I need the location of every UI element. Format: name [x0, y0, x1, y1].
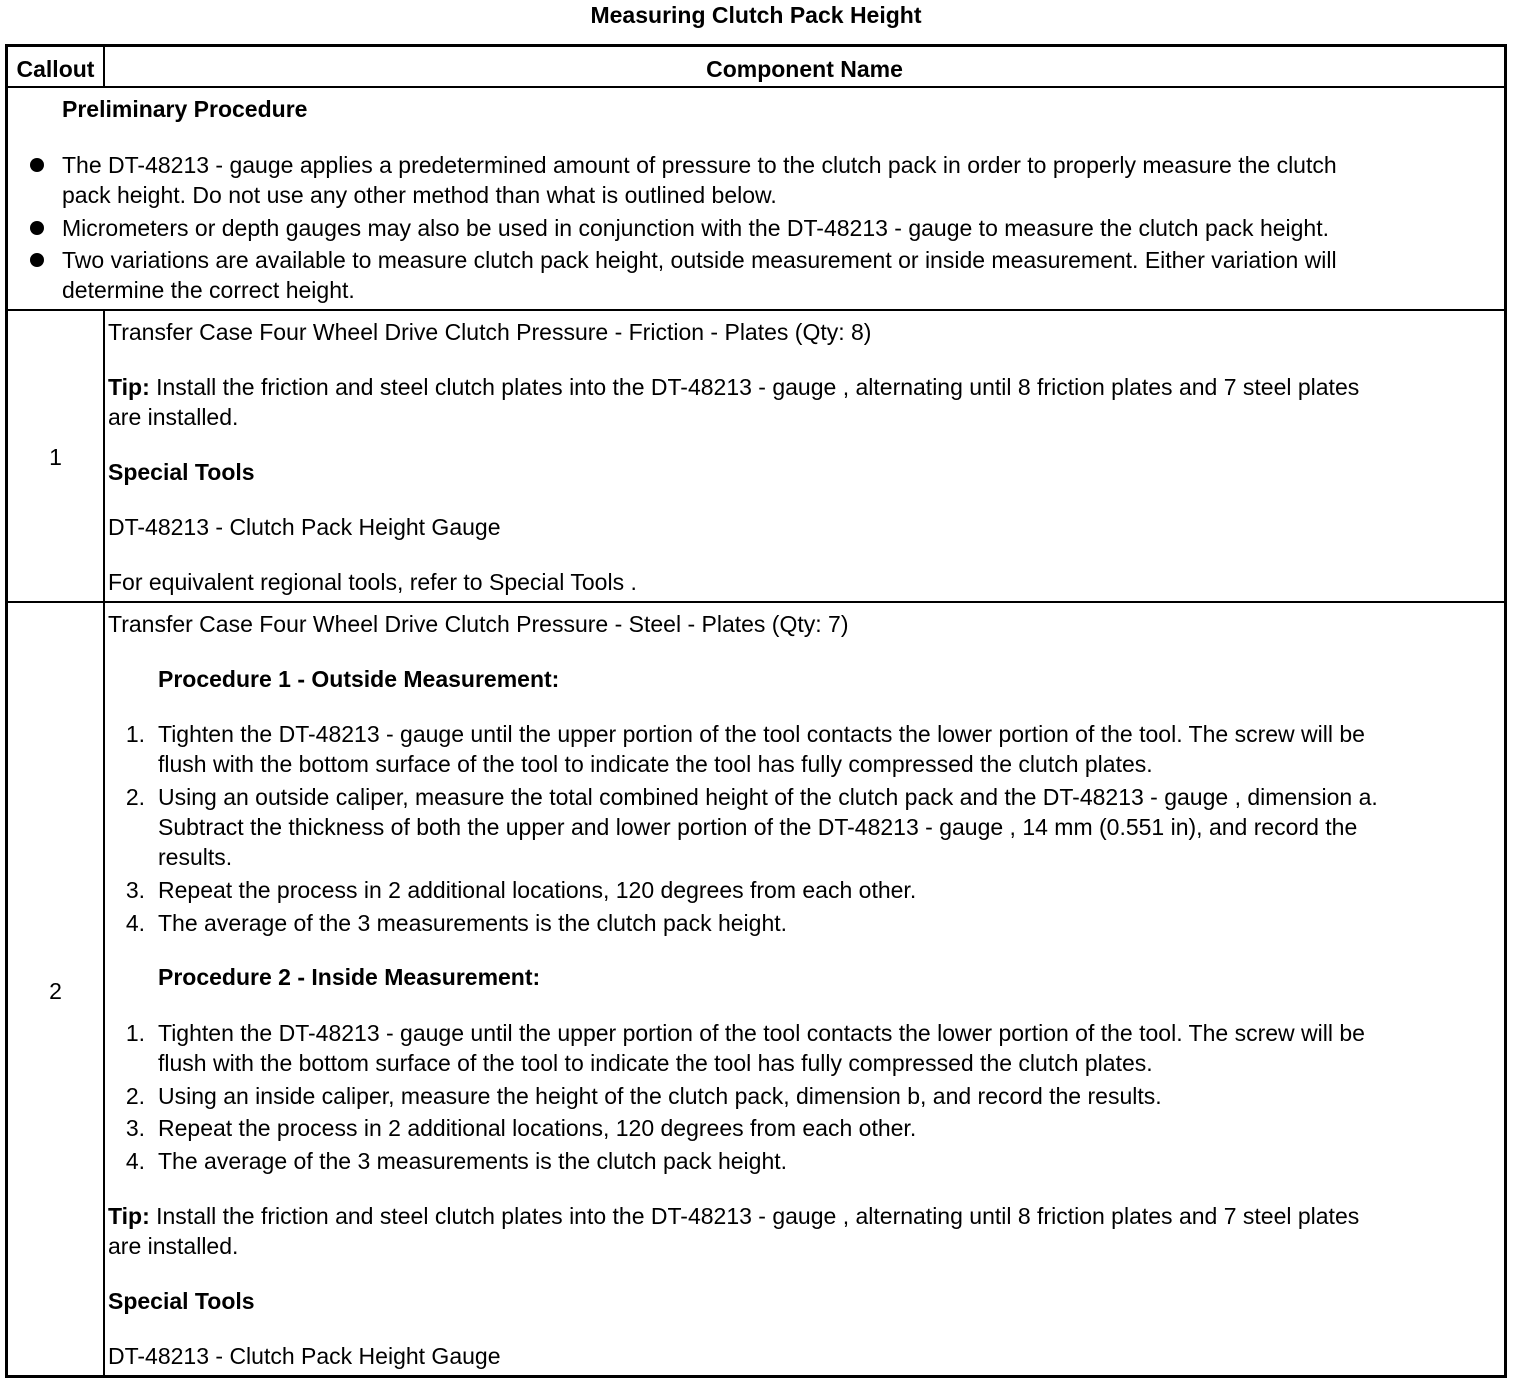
procedure-1-heading: Procedure 1 - Outside Measurement: [158, 666, 560, 692]
header-rule [8, 86, 1504, 88]
proc2-step3-line1: Repeat the process in 2 additional locations, 120 degrees from each other. [158, 1115, 917, 1141]
procedure-2-heading: Procedure 2 - Inside Measurement: [158, 964, 541, 990]
tip-text: Install the friction and steel clutch plates into the DT-48213 - gauge , alternating until 8 friction plates and 7 steel plates [149, 374, 1360, 400]
row2-tip-line-2: are installed. [108, 1233, 239, 1259]
callout-1: 1 [49, 444, 62, 470]
proc2-step4-line1: The average of the 3 measurements is the clutch pack height. [158, 1148, 788, 1174]
bullet-1-line-1: The DT-48213 - gauge applies a predetermined amount of pressure to the clutch pack in order to properly measure the clutch [62, 152, 1337, 178]
row2-tip-line-1 [108, 1201, 1359, 1231]
preliminary-heading: Preliminary Procedure [62, 96, 308, 122]
row-rule-1 [8, 309, 1504, 311]
row1-tip-line-2: are installed. [108, 404, 239, 430]
step-number: 4. [125, 910, 145, 936]
row2-special-tools-heading: Special Tools [108, 1288, 255, 1314]
bullet-icon [30, 253, 44, 267]
proc1-step3-line1: Repeat the process in 2 additional locations, 120 degrees from each other. [158, 877, 917, 903]
bullet-icon [30, 221, 44, 235]
step-number: 2. [125, 1083, 145, 1109]
tip-label: Tip: [108, 1203, 150, 1229]
proc2-step1-line2: flush with the bottom surface of the tool to indicate the tool has fully compressed the clutch plates. [158, 1050, 1153, 1076]
row-rule-2 [8, 601, 1504, 603]
row1-tip-line-1 [108, 372, 1359, 402]
procedure-table [5, 44, 1507, 1378]
proc1-step2-line1: Using an outside caliper, measure the total combined height of the clutch pack and the DT-48213 - gauge , dimension a. [158, 784, 1378, 810]
row1-tool: DT-48213 - Clutch Pack Height Gauge [108, 514, 501, 540]
row2-tool: DT-48213 - Clutch Pack Height Gauge [108, 1343, 501, 1369]
proc1-step2-line2: Subtract the thickness of both the upper and lower portion of the DT-48213 - gauge , 14 mm (0.551 in), and record the [158, 814, 1358, 840]
proc2-step2-line1: Using an inside caliper, measure the height of the clutch pack, dimension b, and record the results. [158, 1083, 1162, 1109]
proc1-step1-line2: flush with the bottom surface of the tool to indicate the tool has fully compressed the clutch plates. [158, 751, 1153, 777]
step-number: 1. [125, 1020, 145, 1046]
column-divider [103, 311, 105, 1378]
header-callout: Callout [16, 56, 95, 82]
row2-component: Transfer Case Four Wheel Drive Clutch Pressure - Steel - Plates (Qty: 7) [108, 611, 849, 637]
step-number: 4. [125, 1148, 145, 1174]
callout-2: 2 [49, 978, 62, 1004]
bullet-2-line-1: Micrometers or depth gauges may also be used in conjunction with the DT-48213 - gauge to measure the clutch pack height. [62, 215, 1329, 241]
bullet-icon [30, 158, 44, 172]
bullet-1-line-2: pack height. Do not use any other method than what is outlined below. [62, 182, 777, 208]
step-number: 2. [125, 784, 145, 810]
tip-label: Tip: [108, 374, 150, 400]
page-title: Measuring Clutch Pack Height [590, 2, 922, 28]
bullet-3-line-1: Two variations are available to measure clutch pack height, outside measurement or inside measurement. Either variation will [62, 247, 1337, 273]
step-number: 3. [125, 1115, 145, 1141]
proc1-step4-line1: The average of the 3 measurements is the clutch pack height. [158, 910, 788, 936]
proc1-step1-line1: Tighten the DT-48213 - gauge until the upper portion of the tool contacts the lower portion of the tool. The screw will be [158, 721, 1365, 747]
proc1-step2-line3: results. [158, 844, 233, 870]
header-component-name: Component Name [706, 56, 903, 82]
proc2-step1-line1: Tighten the DT-48213 - gauge until the upper portion of the tool contacts the lower portion of the tool. The screw will be [158, 1020, 1365, 1046]
step-number: 3. [125, 877, 145, 903]
tip-text: Install the friction and steel clutch plates into the DT-48213 - gauge , alternating until 8 friction plates and 7 steel plates [149, 1203, 1360, 1229]
step-number: 1. [125, 721, 145, 747]
row1-component: Transfer Case Four Wheel Drive Clutch Pressure - Friction - Plates (Qty: 8) [108, 319, 872, 345]
row1-special-tools-heading: Special Tools [108, 459, 255, 485]
bullet-3-line-2: determine the correct height. [62, 277, 355, 303]
row1-regional-tools: For equivalent regional tools, refer to Special Tools . [108, 569, 637, 595]
